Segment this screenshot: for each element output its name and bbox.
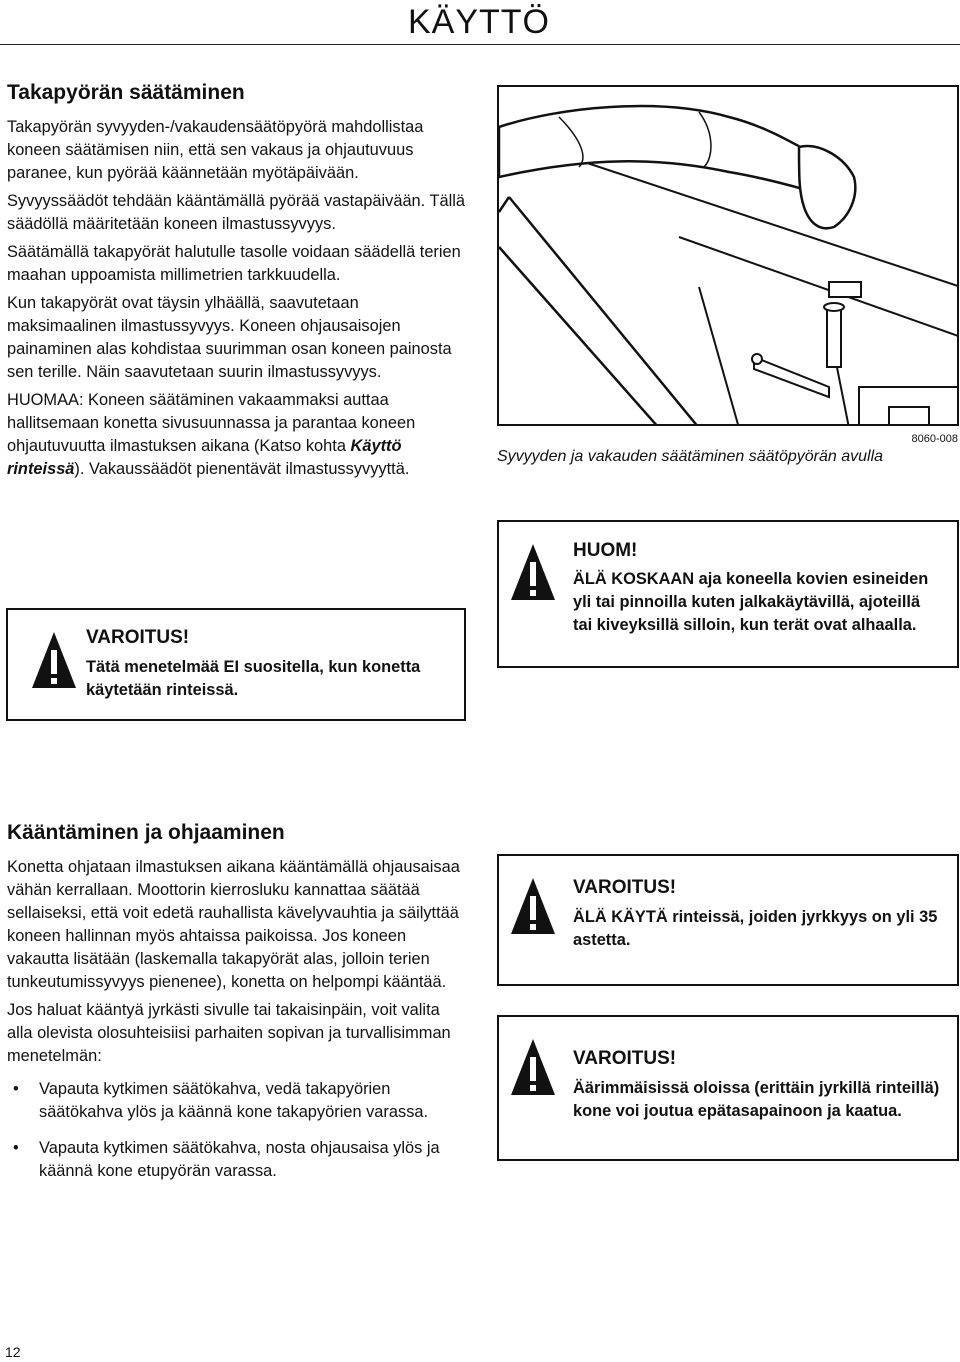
header-rule (0, 44, 960, 45)
section-heading: Kääntäminen ja ohjaaminen (7, 821, 285, 844)
paragraph: Takapyörän syvyyden-/vakaudensäätöpyörä mahdollistaa koneen säätämisen niin, että sen vakaus ja ohjautuvuus paranee, kun pyörää käännetään myötäpäivään. (7, 118, 424, 182)
paragraph: Kun takapyörät ovat täysin ylhäällä, saavutetaan maksimaalinen ilmastussyvyys. Koneen ohjausaisojen painaminen alas kohdistaa suurimman osan koneen painosta sen terille. Näin saavutetaan suurin ilmastussyvyys. (7, 294, 452, 381)
warning-text: Tätä menetelmää EI suositella, kun konetta käytetään rinteissä. (86, 658, 421, 699)
cross-reference-link[interactable]: Käyttö rinteissä (7, 437, 402, 478)
warning-title: VAROITUS! (573, 1048, 677, 1069)
warning-title: VAROITUS! (86, 627, 190, 648)
warning-title: VAROITUS! (573, 877, 677, 898)
list-item-text: Vapauta kytkimen säätökahva, nosta ohjausaisa ylös ja käännä kone etupyörän varassa. (39, 1139, 440, 1180)
list-item (7, 1078, 467, 1124)
section-heading: Takapyörän säätäminen (7, 81, 245, 104)
note-text: HUOMAA: Koneen säätäminen vakaammaksi auttaa hallitsemaan konetta sivusuunnassa ja parantaa koneen ohjautuvuutta ilmastuksen aikana (Katso kohta (7, 391, 416, 455)
warning-triangle-icon (509, 542, 557, 602)
warning-triangle-icon (509, 876, 557, 936)
paragraph: Syvyyssäädöt tehdään kääntämällä pyörää vastapäivään. Tällä säädöllä määritetään koneen ilmastussyvyys. (7, 192, 466, 233)
warning-box (6, 608, 466, 721)
list-item-text: Vapauta kytkimen säätökahva, vedä takapyörien säätökahva ylös ja käännä kone takapyörien varassa. (39, 1080, 429, 1121)
warning-triangle-icon (509, 1037, 557, 1097)
figure-caption: Syvyyden ja vakauden säätäminen säätöpyörän avulla (497, 448, 884, 465)
bullet-icon: • (13, 1139, 19, 1157)
paragraph (7, 389, 467, 481)
page-number: 12 (5, 1344, 21, 1360)
note-text: ). Vakaussäädöt pienentävät ilmastussyvyyttä. (74, 460, 410, 478)
list-item (7, 1137, 467, 1183)
warning-text: ÄLÄ KÄYTÄ rinteissä, joiden jyrkkyys on yli 35 astetta. (573, 908, 938, 949)
notice-text: ÄLÄ KOSKAAN aja koneella kovien esineiden yli tai pinnoilla kuten jalkakäytävillä, ajoteillä tai kiveyksillä silloin, kun terät ovat alhaalla. (573, 570, 929, 634)
chapter-title: KÄYTTÖ (407, 3, 550, 41)
paragraph: Jos haluat kääntyä jyrkästi sivulle tai takaisinpäin, voit valita alla olevista olosuhteisiisi parhaiten sopivan ja turvallisimman menetelmän: (7, 1001, 451, 1065)
section-turning-steering (7, 820, 467, 1196)
figure-code: 8060-008 (911, 433, 958, 445)
paragraph: Säätämällä takapyörät halutulle tasolle voidaan säädellä terien maahan uppoamista millimetrien tarkkuudella. (7, 243, 461, 284)
adjustment-wheel-illustration (497, 85, 959, 426)
warning-text: Äärimmäisissä oloissa (erittäin jyrkillä rinteillä) kone voi joutua epätasapainoon ja kaatua. (573, 1079, 940, 1120)
notice-title: HUOM! (573, 540, 638, 561)
bullet-icon: • (13, 1080, 19, 1098)
paragraph: Konetta ohjataan ilmastuksen aikana kääntämällä ohjausaisaa vähän kerrallaan. Moottorin kierrosluku kannattaa säätää sellaiseksi, että voit edetä rauhallista kävelyvauhtia ja säilyttää koneen hallinnan myös ahtaissa paikoissa. Jos koneen vakautta lisätään (laskemalla takapyörät alas, jolloin terien tunkeutumissyvyys pienenee), konetta on helpompi kääntää. (7, 858, 460, 991)
bullet-list (7, 1078, 467, 1183)
notice-box (497, 520, 959, 668)
warning-triangle-icon (30, 630, 78, 690)
section-rear-wheel (7, 80, 467, 486)
warning-box (497, 1015, 959, 1161)
warning-box (497, 854, 959, 986)
